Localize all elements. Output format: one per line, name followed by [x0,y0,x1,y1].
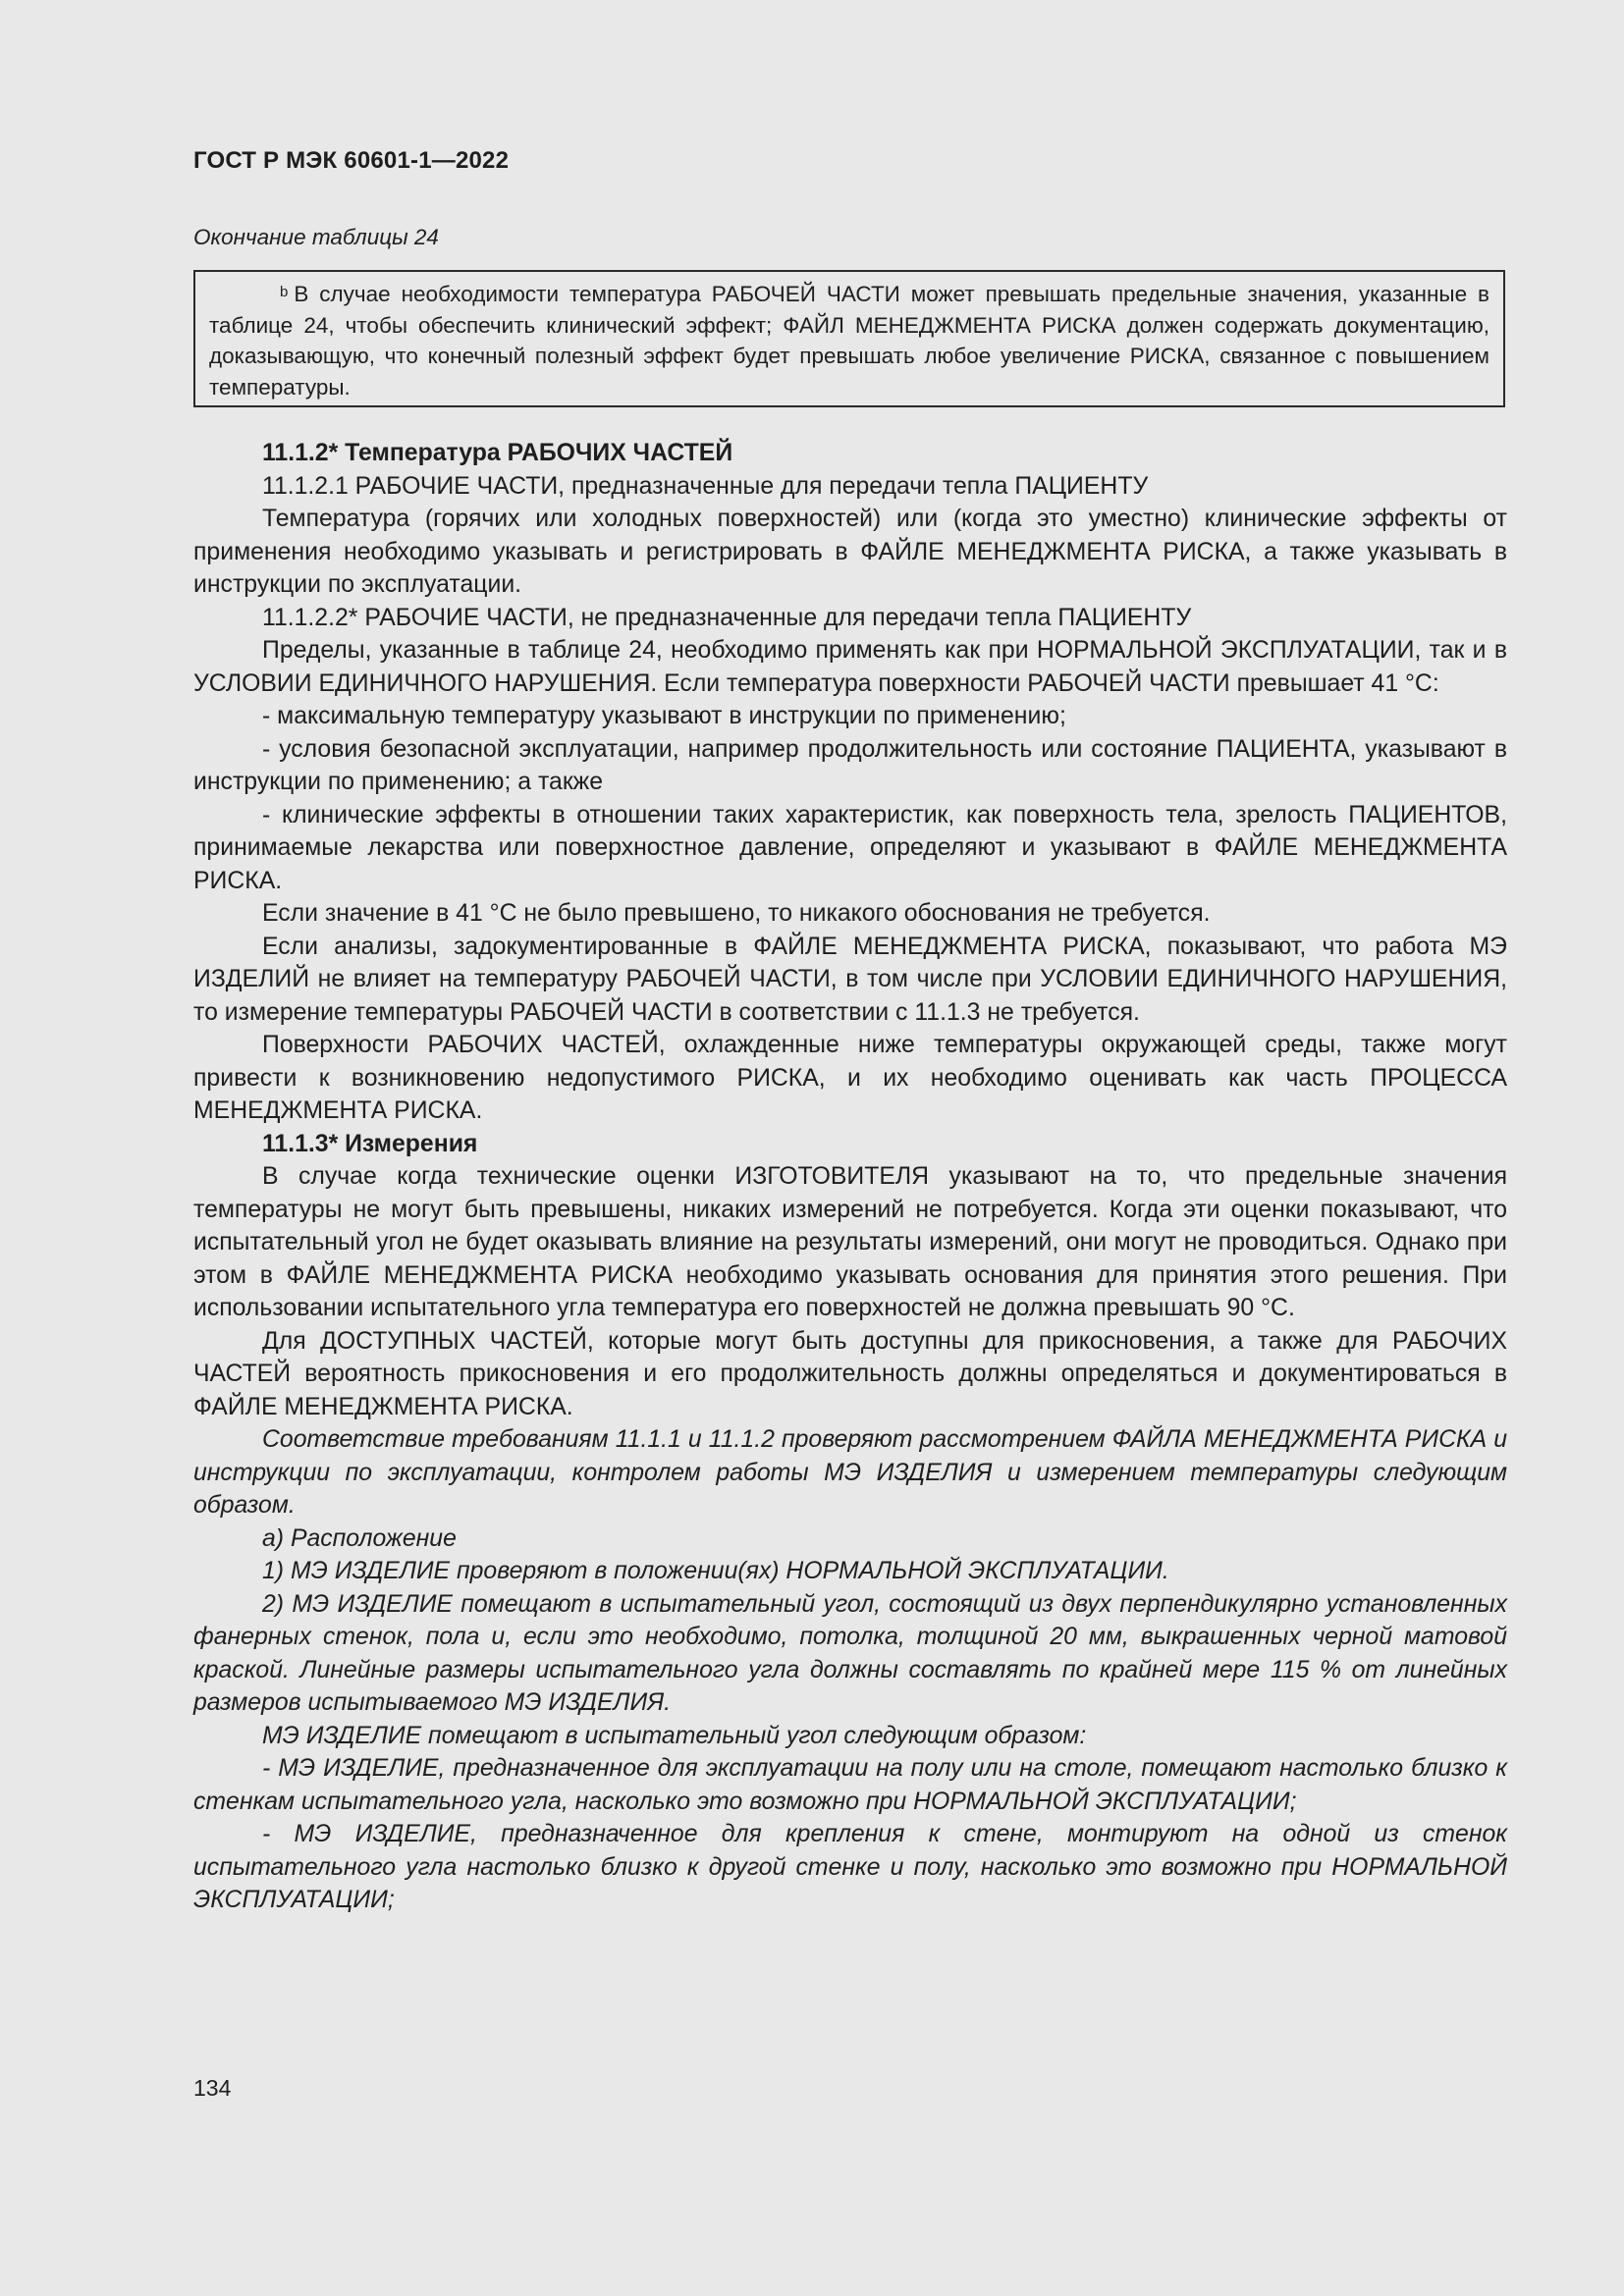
list-item: a) Расположение [262,1524,457,1552]
table-caption: Окончание таблицы 24 [193,225,439,249]
page-number: 134 [193,2075,232,2101]
compliance-paragraph: Соответствие требованиям 11.1.1 и 11.1.2 проверяют рассмотрением ФАЙЛА МЕНЕДЖМЕНТА РИСКА и инструкции по эксплуатации, контролем работы МЭ ИЗДЕЛИЯ и измерением температуры следующим образом. [193,1426,1507,1519]
paragraph: Пределы, указанные в таблице 24, необходимо применять как при НОРМАЛЬНОЙ ЭКСПЛУАТАЦИИ, так и в УСЛОВИИ ЕДИНИЧНОГО НАРУШЕНИЯ. Если температура поверхности РАБОЧЕЙ ЧАСТИ превышает 41 °С: [193,637,1507,697]
paragraph: МЭ ИЗДЕЛИЕ помещают в испытательный угол следующим образом: [262,1722,1087,1749]
list-item: 2) МЭ ИЗДЕЛИЕ помещают в испытательный угол, состоящий из двух перпендикулярно установленных фанерных стенок, пола и, если это необходимо, потолка, толщиной 20 мм, выкрашенных черной матовой краской. Линейные размеры испытательного угла должны составлять по крайней мере 115 % от линейных размеров испытываемого МЭ ИЗДЕЛИЯ. [193,1590,1507,1716]
paragraph: Поверхности РАБОЧИХ ЧАСТЕЙ, охлажденные ниже температуры окружающей среды, также могут привести к возникновению недопустимого РИСКА, и их необходимо оценивать как часть ПРОЦЕССА МЕНЕДЖМЕНТА РИСКА. [193,1032,1507,1124]
list-item: - МЭ ИЗДЕЛИЕ, предназначенное для крепления к стене, монтируют на одной из стенок испытательного угла настолько близко к другой стенке и полу, насколько это возможно при НОРМАЛЬНОЙ ЭКСПЛУАТАЦИИ; [193,1821,1507,1913]
list-item: - МЭ ИЗДЕЛИЕ, предназначенное для эксплуатации на полу или на столе, помещают настолько близко к стенкам испытательного угла, насколько это возможно при НОРМАЛЬНОЙ ЭКСПЛУАТАЦИИ; [193,1755,1507,1815]
subsection-title: 11.1.2.1 РАБОЧИЕ ЧАСТИ, предназначенные для передачи тепла ПАЦИЕНТУ [262,472,1149,500]
section-heading: 11.1.2* Температура РАБОЧИХ ЧАСТЕЙ [262,440,733,466]
list-item: 1) МЭ ИЗДЕЛИЕ проверяют в положении(ях) НОРМАЛЬНОЙ ЭКСПЛУАТАЦИИ. [262,1558,1169,1584]
paragraph: Если анализы, задокументированные в ФАЙЛЕ МЕНЕДЖМЕНТА РИСКА, показывают, что работа МЭ ИЗДЕЛИЙ не влияет на температуру РАБОЧЕЙ ЧАСТИ, в том числе при УСЛОВИИ ЕДИНИЧНОГО НАРУШЕНИЯ, то измерение температуры РАБОЧЕЙ ЧАСТИ в соответствии с 11.1.3 не требуется. [193,933,1507,1026]
paragraph: Для ДОСТУПНЫХ ЧАСТЕЙ, которые могут быть доступны для прикосновения, а также для РАБОЧИХ ЧАСТЕЙ вероятность прикосновения и его продолжительность должны определяться и документироваться в ФАЙЛЕ МЕНЕДЖМЕНТА РИСКА. [193,1327,1507,1420]
footnote-marker: b [280,284,289,300]
paragraph: Если значение в 41 °С не было превышено, то никакого обоснования не требуется. [262,900,1211,927]
list-item: - условия безопасной эксплуатации, например продолжительность или состояние ПАЦИЕНТА, указывают в инструкции по применению; а также [193,735,1507,795]
footnote-text: В случае необходимости температура РАБОЧЕЙ ЧАСТИ может превышать предельные значения, указанные в таблице 24, чтобы обеспечить клинический эффект; ФАЙЛ МЕНЕДЖМЕНТА РИСКА должен содержать документацию, доказывающую, что конечный полезный эффект будет превышать любое увеличение РИСКА, связанное с повышением температуры. [209,282,1489,400]
paragraph: В случае когда технические оценки ИЗГОТОВИТЕЛЯ указывают на то, что предельные значения температуры не могут быть превышены, никаких измерений не потребуется. Когда эти оценки показывают, что испытательный угол не будет оказывать влияние на результаты измерений, они могут не проводиться. Однако при этом в ФАЙЛЕ МЕНЕДЖМЕНТА РИСКА необходимо указывать основания для принятия этого решения. При использовании испытательного угла температура его поверхностей не должна превышать 90 °С. [193,1163,1507,1321]
footnote-paragraph [209,279,1489,402]
table-footnote-box [193,270,1505,407]
paragraph: Температура (горячих или холодных поверхностей) или (когда это уместно) клинические эффекты от применения необходимо указывать и регистрировать в ФАЙЛЕ МЕНЕДЖМЕНТА РИСКА, а также указывать в инструкции по эксплуатации. [193,506,1507,598]
list-item: - максимальную температуру указывают в инструкции по применению; [262,703,1066,729]
section-heading: 11.1.3* Измерения [262,1130,478,1157]
document-header: ГОСТ Р МЭК 60601-1—2022 [193,147,510,174]
list-item: - клинические эффекты в отношении таких характеристик, как поверхность тела, зрелость ПАЦИЕНТОВ, принимаемые лекарства или поверхностное давление, определяют и указывают в ФАЙЛЕ МЕНЕДЖМЕНТА РИСКА. [193,801,1507,894]
subsection-title: 11.1.2.2* РАБОЧИЕ ЧАСТИ, не предназначенные для передачи тепла ПАЦИЕНТУ [262,604,1192,631]
body-text [193,437,1507,1917]
